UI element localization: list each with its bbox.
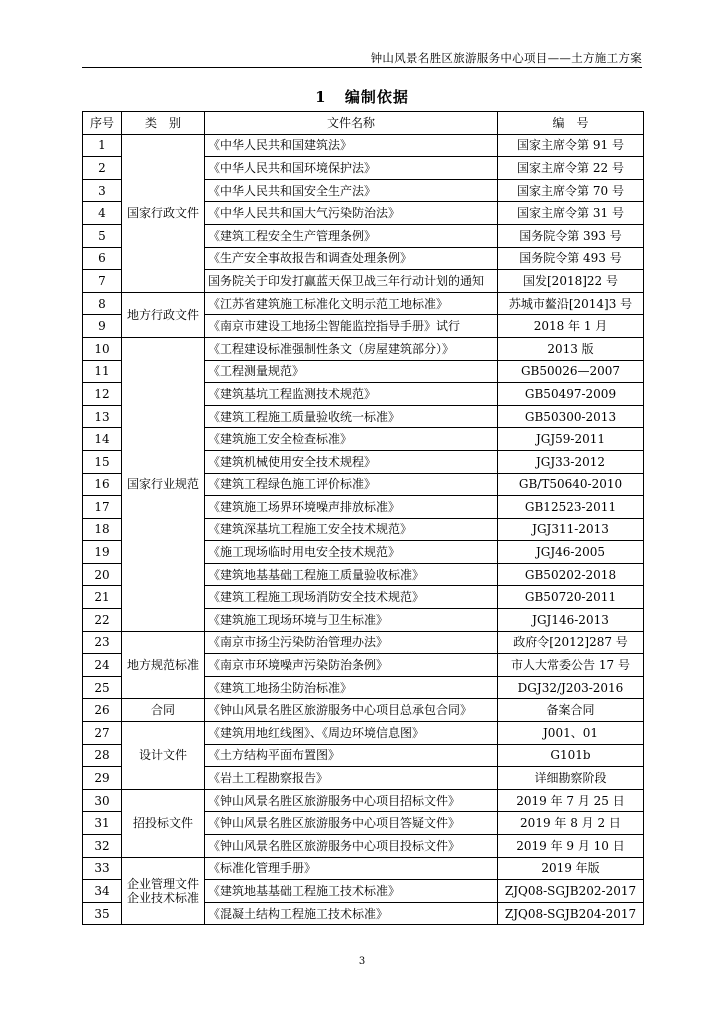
row-seq: 20	[83, 563, 122, 586]
row-document-name: 《工程测量规范》	[205, 360, 498, 383]
compilation-basis-table	[82, 111, 644, 925]
table-row	[83, 337, 644, 360]
row-document-name: 《钟山风景名胜区旅游服务中心项目总承包合同》	[205, 699, 498, 722]
row-document-name: 《江苏省建筑施工标准化文明示范工地标准》	[205, 292, 498, 315]
row-seq: 2	[83, 157, 122, 180]
row-document-code: 国家主席令第 22 号	[498, 157, 644, 180]
row-document-name: 《施工现场临时用电安全技术规范》	[205, 541, 498, 564]
row-seq: 26	[83, 699, 122, 722]
row-document-code: 2018 年 1 月	[498, 315, 644, 338]
category-label: 地方规范标准	[126, 658, 199, 673]
category-label: 企业管理文件	[126, 876, 199, 891]
row-document-code: GB/T50640-2010	[498, 473, 644, 496]
table-row	[83, 631, 644, 654]
row-seq: 31	[83, 812, 122, 835]
table-row	[83, 134, 644, 157]
row-seq: 18	[83, 518, 122, 541]
row-seq: 21	[83, 586, 122, 609]
row-document-code: 国家主席令第 70 号	[498, 179, 644, 202]
table-row	[83, 722, 644, 745]
row-document-code: 国发[2018]22 号	[498, 270, 644, 293]
row-document-name: 《钟山风景名胜区旅游服务中心项目投标文件》	[205, 835, 498, 858]
row-document-code: 国家主席令第 91 号	[498, 134, 644, 157]
row-document-name: 《土方结构平面布置图》	[205, 744, 498, 767]
row-document-code: DGJ32/J203-2016	[498, 676, 644, 699]
row-document-name: 《建筑施工场界环境噪声排放标准》	[205, 496, 498, 519]
row-seq: 3	[83, 179, 122, 202]
row-document-code: 2013 版	[498, 337, 644, 360]
row-seq: 32	[83, 835, 122, 858]
row-document-name: 《建筑地基基础工程施工质量验收标准》	[205, 563, 498, 586]
row-document-code: 苏城市鳌沿[2014]3 号	[498, 292, 644, 315]
table-row	[83, 292, 644, 315]
row-document-name: 《建筑工程施工现场消防安全技术规范》	[205, 586, 498, 609]
row-document-code: JGJ46-2005	[498, 541, 644, 564]
row-document-name: 《建筑用地红线图》、《周边环境信息图》	[205, 722, 498, 745]
row-document-name: 《建筑工程安全生产管理条例》	[205, 224, 498, 247]
row-document-code: 市人大常委公告 17 号	[498, 654, 644, 677]
row-seq: 27	[83, 722, 122, 745]
row-category	[122, 631, 205, 699]
row-seq: 23	[83, 631, 122, 654]
category-label: 国家行政文件	[126, 206, 199, 221]
table-row	[83, 857, 644, 880]
table-header-row	[83, 112, 644, 135]
row-seq: 14	[83, 428, 122, 451]
row-document-name: 《工程建设标准强制性条文（房屋建筑部分）》	[205, 337, 498, 360]
table-body	[83, 134, 644, 925]
row-document-name: 《南京市建设工地扬尘智能监控指导手册》试行	[205, 315, 498, 338]
row-document-name: 《南京市扬尘污染防治管理办法》	[205, 631, 498, 654]
row-document-code: 国务院令第 393 号	[498, 224, 644, 247]
section-number: 1	[315, 88, 327, 106]
row-document-code: JGJ311-2013	[498, 518, 644, 541]
row-seq: 33	[83, 857, 122, 880]
row-seq: 9	[83, 315, 122, 338]
row-document-name: 《建筑地基基础工程施工技术标准》	[205, 880, 498, 903]
section-title	[0, 86, 724, 107]
row-document-name: 《南京市环境噪声污染防治条例》	[205, 654, 498, 677]
header-rule	[82, 67, 642, 68]
row-document-name: 《中华人民共和国大气污染防治法》	[205, 202, 498, 225]
row-document-name: 《生产安全事故报告和调查处理条例》	[205, 247, 498, 270]
row-seq: 25	[83, 676, 122, 699]
row-document-code: GB50300-2013	[498, 405, 644, 428]
row-document-code: 国务院令第 493 号	[498, 247, 644, 270]
row-seq: 19	[83, 541, 122, 564]
header-category: 类 别	[122, 112, 205, 135]
row-seq: 22	[83, 609, 122, 632]
row-seq: 1	[83, 134, 122, 157]
row-document-code: GB50202-2018	[498, 563, 644, 586]
row-seq: 28	[83, 744, 122, 767]
row-document-code: 政府令[2012]287 号	[498, 631, 644, 654]
row-document-code: 2019 年 8 月 2 日	[498, 812, 644, 835]
row-seq: 11	[83, 360, 122, 383]
row-seq: 13	[83, 405, 122, 428]
row-document-name: 《岩土工程勘察报告》	[205, 767, 498, 790]
row-document-code: J001、01	[498, 722, 644, 745]
row-seq: 5	[83, 224, 122, 247]
row-document-code: GB12523-2011	[498, 496, 644, 519]
row-document-name: 《中华人民共和国环境保护法》	[205, 157, 498, 180]
table-row	[83, 699, 644, 722]
row-seq: 17	[83, 496, 122, 519]
row-category	[122, 292, 205, 337]
row-document-code: GB50497-2009	[498, 383, 644, 406]
row-seq: 30	[83, 789, 122, 812]
row-document-code: ZJQ08-SGJB202-2017	[498, 880, 644, 903]
row-document-code: JGJ33-2012	[498, 450, 644, 473]
row-document-code: GB50026—2007	[498, 360, 644, 383]
row-seq: 35	[83, 902, 122, 925]
row-category	[122, 722, 205, 790]
row-seq: 8	[83, 292, 122, 315]
category-label: 合同	[150, 703, 175, 718]
row-document-code: 备案合同	[498, 699, 644, 722]
row-document-name: 《建筑工地扬尘防治标准》	[205, 676, 498, 699]
row-seq: 4	[83, 202, 122, 225]
header-seq: 序号	[83, 112, 122, 135]
row-document-name: 《建筑深基坑工程施工安全技术规范》	[205, 518, 498, 541]
row-document-name: 国务院关于印发打赢蓝天保卫战三年行动计划的通知	[205, 270, 498, 293]
page-number: 3	[358, 956, 366, 967]
row-document-code: JGJ146-2013	[498, 609, 644, 632]
row-seq: 6	[83, 247, 122, 270]
row-document-name: 《建筑施工现场环境与卫生标准》	[205, 609, 498, 632]
row-seq: 7	[83, 270, 122, 293]
category-label: 地方行政文件	[126, 307, 199, 322]
row-seq: 16	[83, 473, 122, 496]
header-code: 编 号	[498, 112, 644, 135]
row-document-name: 《建筑机械使用安全技术规程》	[205, 450, 498, 473]
row-document-code: ZJQ08-SGJB204-2017	[498, 902, 644, 925]
table-row	[83, 789, 644, 812]
running-header: 钟山风景名胜区旅游服务中心项目——土方施工方案	[370, 51, 642, 65]
category-label: 招投标文件	[132, 816, 193, 831]
row-document-code: 国家主席令第 31 号	[498, 202, 644, 225]
row-seq: 10	[83, 337, 122, 360]
row-category	[122, 337, 205, 631]
row-document-name: 《建筑施工安全检查标准》	[205, 428, 498, 451]
row-document-code: 2019 年 9 月 10 日	[498, 835, 644, 858]
row-category	[122, 134, 205, 292]
row-seq: 24	[83, 654, 122, 677]
row-document-name: 《建筑工程施工质量验收统一标准》	[205, 405, 498, 428]
row-category	[122, 789, 205, 857]
category-label: 设计文件	[138, 748, 187, 763]
category-label: 企业技术标准	[126, 890, 199, 905]
section-heading: 编制依据	[344, 88, 409, 106]
row-seq: 12	[83, 383, 122, 406]
row-document-code: 详细勘察阶段	[498, 767, 644, 790]
row-seq: 15	[83, 450, 122, 473]
row-document-code: 2019 年版	[498, 857, 644, 880]
row-document-name: 《标准化管理手册》	[205, 857, 498, 880]
row-document-name: 《中华人民共和国建筑法》	[205, 134, 498, 157]
row-document-name: 《建筑工程绿色施工评价标准》	[205, 473, 498, 496]
row-category	[122, 857, 205, 925]
row-seq: 34	[83, 880, 122, 903]
category-label: 国家行业规范	[126, 477, 199, 492]
row-category	[122, 699, 205, 722]
row-seq: 29	[83, 767, 122, 790]
row-document-name: 《钟山风景名胜区旅游服务中心项目答疑文件》	[205, 812, 498, 835]
row-document-name: 《建筑基坑工程监测技术规范》	[205, 383, 498, 406]
header-name: 文件名称	[205, 112, 498, 135]
row-document-code: G101b	[498, 744, 644, 767]
row-document-code: 2019 年 7 月 25 日	[498, 789, 644, 812]
row-document-code: GB50720-2011	[498, 586, 644, 609]
row-document-name: 《钟山风景名胜区旅游服务中心项目招标文件》	[205, 789, 498, 812]
row-document-name: 《混凝土结构工程施工技术标准》	[205, 902, 498, 925]
row-document-name: 《中华人民共和国安全生产法》	[205, 179, 498, 202]
row-document-code: JGJ59-2011	[498, 428, 644, 451]
